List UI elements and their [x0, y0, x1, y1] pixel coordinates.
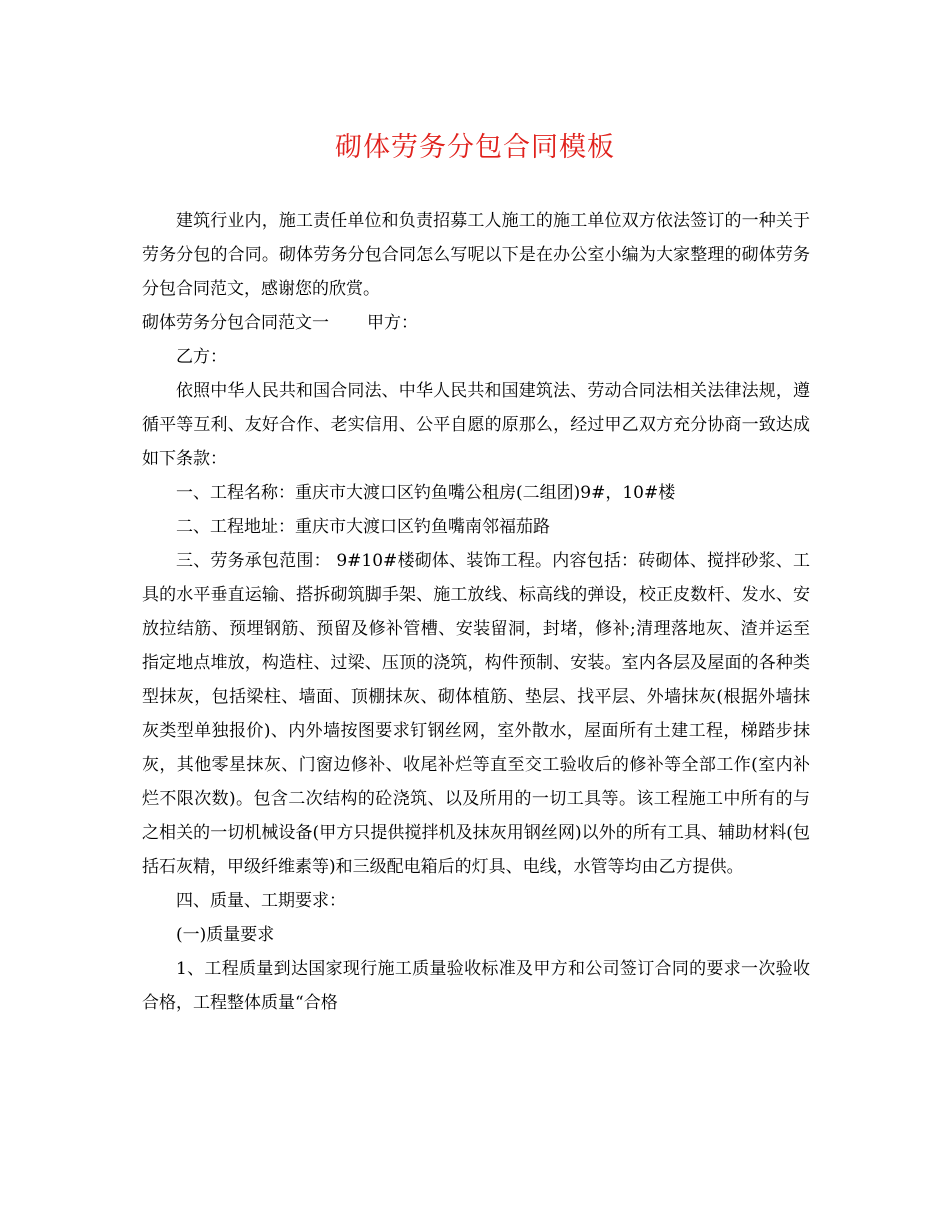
- document-title: 砌体劳务分包合同模板: [335, 132, 615, 163]
- clause-quality-schedule: 四、质量、工期要求：: [176, 891, 346, 911]
- sample-heading-line: [142, 306, 810, 340]
- clause-scope: 三、劳务承包范围： 9#10#楼砌体、装饰工程。内容包括：砖砌体、搅拌砂浆、工具的水平垂直运输、搭拆砌筑脚手架、施工放线、标高线的弹设，校正皮数杆、发水、安放拉结筋、预埋钢筋、预留及修补管槽、安装留洞，封堵，修补;清理落地灰、渣并运至指定地点堆放，构造柱、过梁、压顶的浇筑，构件预制、安装。室内各层及屋面的各种类型抹灰，包括梁柱、墙面、顶棚抹灰、砌体植筋、垫层、找平层、外墙抹灰(根据外墙抹灰类型单独报价)、内外墙按图要求钉钢丝网，室外散水，屋面所有土建工程，梯踏步抹灰，其他零星抹灰、门窗边修补、收尾补烂等直至交工验收后的修补等全部工作(室内补烂不限次数)。包含二次结构的砼浇筑、以及所用的一切工具等。该工程施工中所有的与之相关的一切机械设备(甲方只提供搅拌机及抹灰用钢丝网)以外的所有工具、辅助材料(包括石灰精，甲级纤维素等)和三级配电箱后的灯具、电线，水管等均由乙方提供。: [142, 551, 810, 877]
- party-b-label: 乙方：: [176, 347, 227, 367]
- intro-paragraph: 建筑行业内，施工责任单位和负责招募工人施工的施工单位双方依法签订的一种关于劳务分包的合同。砌体劳务分包合同怎么写呢以下是在办公室小编为大家整理的砌体劳务分包合同范文，感谢您的欣赏。: [142, 211, 810, 299]
- sample-heading: 砌体劳务分包合同范文一: [142, 313, 329, 333]
- document-body: [142, 204, 810, 1020]
- party-a-label: 甲方：: [367, 313, 418, 333]
- quality-item-1: 1、工程质量到达国家现行施工质量验收标准及甲方和公司签订合同的要求一次验收合格，工程整体质量“合格: [142, 959, 810, 1013]
- sub-heading-quality: (一)质量要求: [176, 925, 275, 945]
- clause-project-address: 二、工程地址：重庆市大渡口区钓鱼嘴南邻福茄路: [176, 517, 550, 537]
- clause-project-name: 一、工程名称：重庆市大渡口区钓鱼嘴公租房(二组团)9#，10#楼: [176, 483, 676, 503]
- preamble-paragraph: 依照中华人民共和国合同法、中华人民共和国建筑法、劳动合同法相关法律法规，遵循平等互利、友好合作、老实信用、公平自愿的原那么，经过甲乙双方充分协商一致达成如下条款：: [142, 381, 810, 469]
